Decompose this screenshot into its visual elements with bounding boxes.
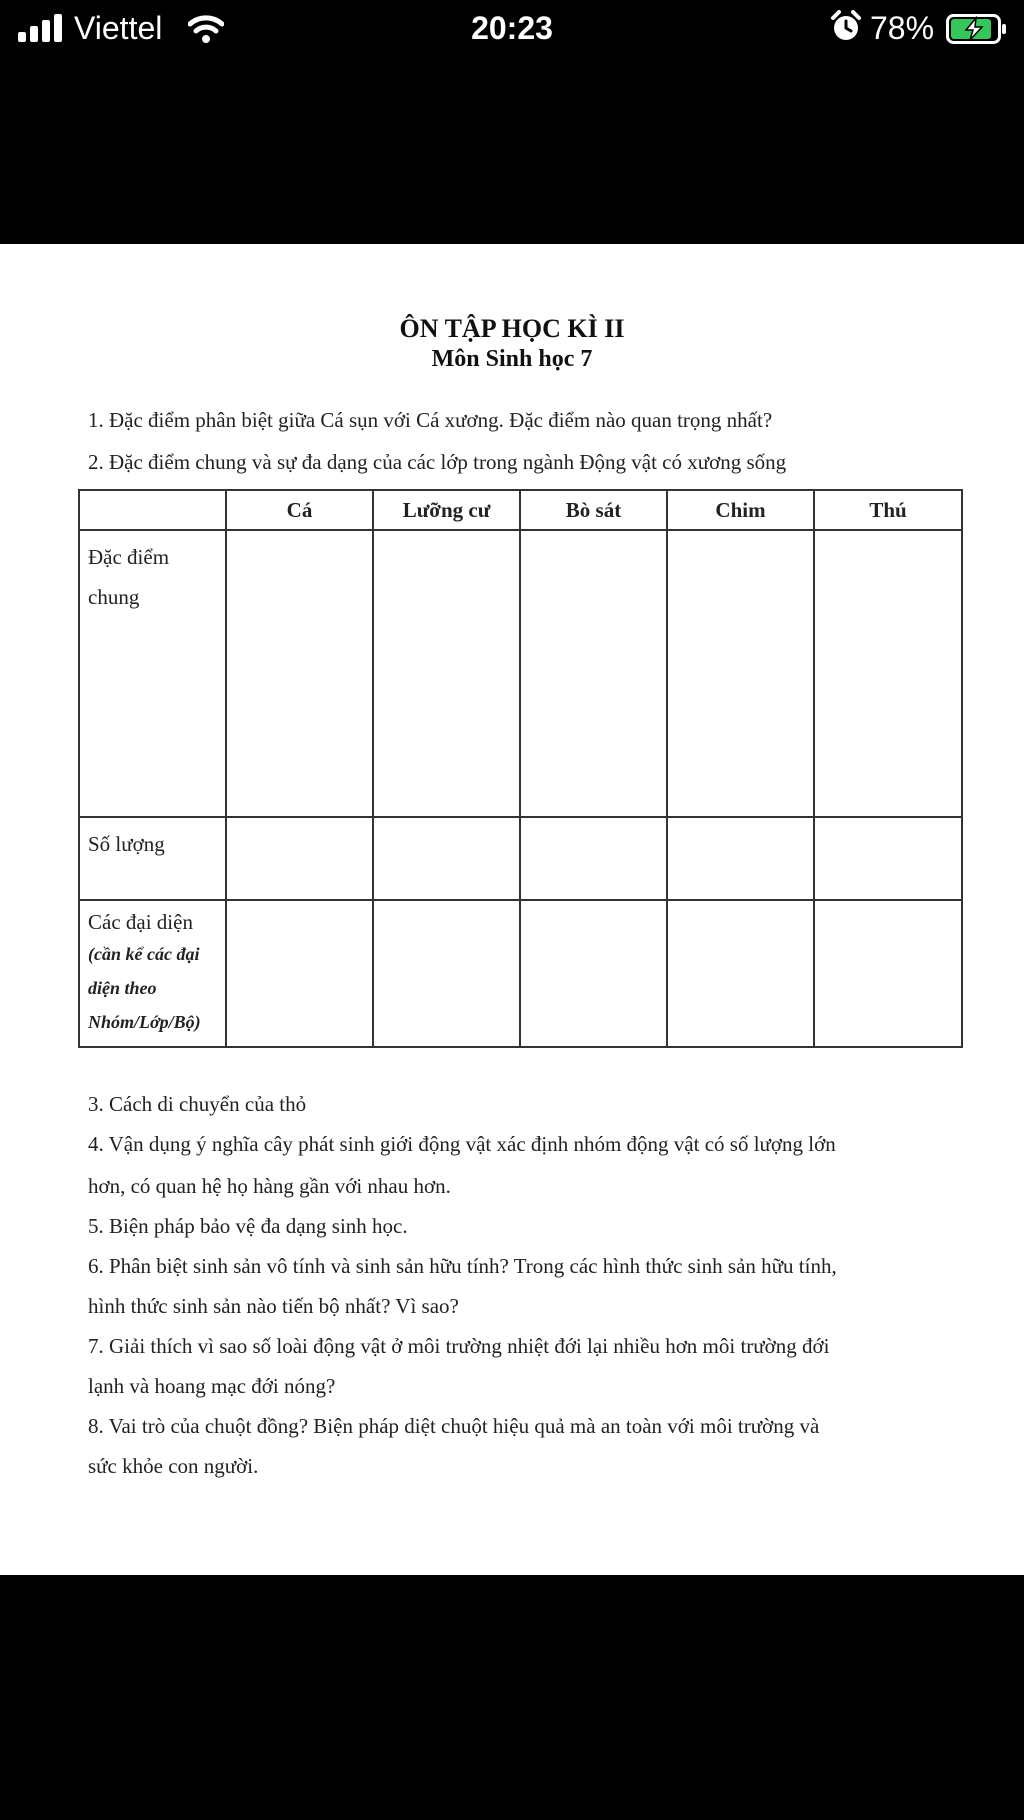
table-cell [520, 900, 667, 1047]
document-subtitle: Môn Sinh học 7 [431, 346, 593, 372]
table-cell [667, 530, 814, 817]
table-cell [373, 530, 520, 817]
question-4-line-1: 4. Vận dụng ý nghĩa cây phát sinh giới động vật xác định nhóm động vật có số lượng lớn [88, 1132, 836, 1156]
table-cell [226, 900, 373, 1047]
document-page [0, 244, 1024, 1575]
table-cell [667, 900, 814, 1047]
row-label-dac-diem [79, 530, 226, 817]
question-5: 5. Biện pháp bảo vệ đa dạng sinh học. [88, 1214, 408, 1238]
alarm-clock-icon [830, 10, 862, 44]
question-2: 2. Đặc điểm chung và sự đa dạng của các lớp trong ngành Động vật có xương sống [88, 450, 787, 474]
table-header-row [79, 490, 962, 530]
question-1: 1. Đặc điểm phân biệt giữa Cá sụn với Cá xương. Đặc điểm nào quan trọng nhất? [88, 408, 773, 432]
table-header-luong-cu: Lưỡng cư [373, 490, 520, 530]
table-header-bo-sat: Bò sát [520, 490, 667, 530]
question-8-line-2: sức khỏe con người. [88, 1454, 259, 1478]
table-cell [667, 817, 814, 900]
table-cell [520, 817, 667, 900]
classification-table [78, 489, 963, 1048]
table-header-thu: Thú [814, 490, 962, 530]
document-title: ÔN TẬP HỌC KÌ II [399, 314, 625, 343]
status-bar [0, 0, 1024, 60]
table-cell [373, 817, 520, 900]
row-label-dai-dien [79, 900, 226, 1047]
table-row-dai-dien [79, 900, 962, 1047]
table-cell [373, 900, 520, 1047]
table-row-dac-diem [79, 530, 962, 817]
row-label-so-luong [79, 817, 226, 900]
row-label-text: Đặc điểm [88, 545, 170, 569]
table-cell [814, 900, 962, 1047]
row-label-text: Các đại diện [88, 910, 193, 934]
battery-percentage: 78% [870, 10, 935, 46]
table-cell [814, 817, 962, 900]
question-6-line-1: 6. Phân biệt sinh sản vô tính và sinh sản hữu tính? Trong các hình thức sinh sản hữu tính, [88, 1254, 837, 1278]
table-cell [226, 817, 373, 900]
row-label-text: Số lượng [88, 832, 165, 856]
row-label-note: (cần kể các đại diện theo Nhóm/Lớp/Bộ) [88, 944, 201, 1032]
battery-charging-icon [946, 14, 1008, 44]
carrier-name: Viettel [74, 10, 163, 46]
table-header-empty [79, 490, 226, 530]
table-header-ca: Cá [226, 490, 373, 530]
question-8-line-1: 8. Vai trò của chuột đồng? Biện pháp diệt chuột hiệu quả mà an toàn với môi trường và [88, 1414, 820, 1438]
question-4-line-2: hơn, có quan hệ họ hàng gần với nhau hơn. [88, 1174, 451, 1198]
table-header-chim: Chim [667, 490, 814, 530]
question-6-line-2: hình thức sinh sản nào tiến bộ nhất? Vì sao? [88, 1294, 459, 1318]
row-label-text: chung [88, 585, 140, 609]
question-7-line-2: lạnh và hoang mạc đới nóng? [88, 1374, 336, 1398]
clock: 20:23 [471, 10, 553, 46]
table-cell [520, 530, 667, 817]
table-cell [226, 530, 373, 817]
table-row-so-luong [79, 817, 962, 900]
question-3: 3. Cách di chuyển của thỏ [88, 1092, 307, 1116]
question-7-line-1: 7. Giải thích vì sao số loài động vật ở môi trường nhiệt đới lại nhiều hơn môi trường đới [88, 1334, 830, 1358]
table-cell [814, 530, 962, 817]
